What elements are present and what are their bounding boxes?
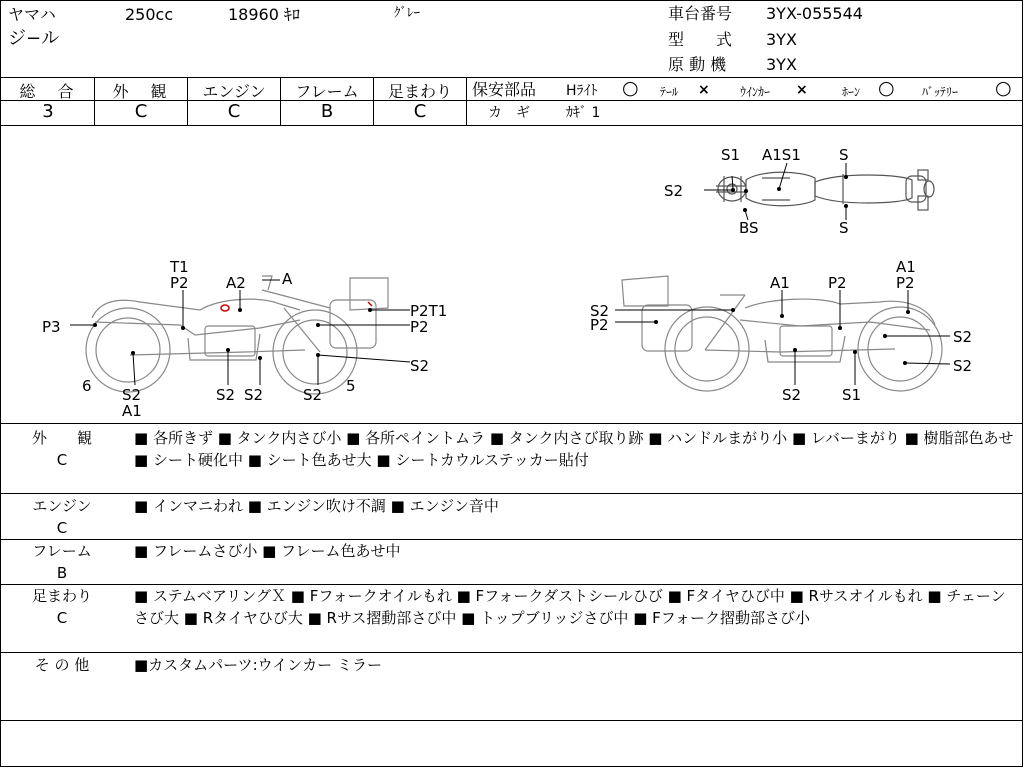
diagram-label: S bbox=[839, 219, 849, 237]
engine-label: 原 動 機 bbox=[668, 55, 727, 74]
type-label: 型 式 bbox=[668, 30, 733, 49]
type-value: 3YX bbox=[766, 30, 797, 49]
safety-mark-battery: ○ bbox=[995, 77, 1012, 99]
key-value: ｶｷﾞ 1 bbox=[566, 105, 601, 121]
diagram-label: S2 bbox=[216, 386, 236, 404]
grade-value-suspension: C bbox=[413, 101, 427, 122]
diagram-label: P2 bbox=[828, 274, 847, 292]
detail-grade-suspension: C bbox=[56, 609, 68, 627]
diagram-label: P2T1 bbox=[410, 302, 448, 320]
divider bbox=[466, 77, 467, 125]
diagram-label: S2 bbox=[410, 357, 430, 375]
divider bbox=[0, 493, 1022, 494]
frame-no: 3YX-055544 bbox=[766, 4, 863, 23]
diagram-label: P2 bbox=[170, 274, 189, 292]
divider bbox=[0, 720, 1022, 721]
grade-value-engine: C bbox=[227, 101, 241, 122]
grade-label-frame: フレーム bbox=[295, 82, 359, 101]
divider bbox=[0, 100, 466, 101]
diagram-label: S2 bbox=[953, 328, 973, 346]
diagram-label: A1 bbox=[896, 258, 916, 276]
detail-title-suspension: 足まわり bbox=[31, 587, 92, 605]
safety-item-winker: ｳｲﾝｶｰ bbox=[740, 85, 771, 99]
safety-item-battery: ﾊﾞｯﾃﾘｰ bbox=[922, 85, 959, 99]
diagram-label: S bbox=[839, 146, 849, 164]
divider bbox=[373, 77, 374, 125]
safety-item-headlight: Hﾗｲﾄ bbox=[566, 83, 598, 99]
frame-no-label: 車台番号 bbox=[668, 4, 733, 23]
diagram-label: S1 bbox=[842, 386, 862, 404]
bike-left-view bbox=[86, 276, 388, 394]
divider bbox=[0, 652, 1022, 653]
safety-title: 保安部品 bbox=[472, 80, 537, 99]
detail-title-other: そ の 他 bbox=[34, 656, 90, 674]
engine-value: 3YX bbox=[766, 55, 797, 74]
diagram-label: S2 bbox=[303, 386, 323, 404]
grade-label-exterior: 外 観 bbox=[112, 82, 170, 101]
grade-label-suspension: 足まわり bbox=[387, 82, 452, 101]
displacement: 250cc bbox=[125, 5, 174, 24]
diagram-label: S2 bbox=[590, 302, 610, 320]
diagram-label: A1 bbox=[770, 274, 790, 292]
damage-points-left bbox=[70, 280, 410, 385]
safety-item-horn: ﾎｰﾝ bbox=[842, 85, 861, 99]
diagram-label: P2 bbox=[590, 316, 609, 334]
detail-grade-frame: B bbox=[56, 564, 68, 582]
mileage: 18960 ｷﾛ bbox=[228, 5, 300, 24]
divider bbox=[94, 77, 95, 125]
diagram-label: A1 bbox=[122, 402, 142, 420]
damage-diagram bbox=[0, 126, 1022, 423]
diagram-label: S2 bbox=[122, 386, 142, 404]
divider bbox=[0, 77, 1022, 78]
diagram-label: BS bbox=[739, 219, 759, 237]
detail-grade-exterior: C bbox=[56, 451, 68, 469]
diagram-label: P2 bbox=[410, 318, 429, 336]
grade-value-frame: B bbox=[320, 101, 334, 122]
diagram-label: P2 bbox=[896, 274, 915, 292]
detail-grade-engine: C bbox=[56, 519, 68, 537]
detail-text-other: ■カスタムパーツ:ウインカー ミラー bbox=[134, 656, 382, 674]
diagram-label: A bbox=[282, 270, 293, 288]
diagram-label: 6 bbox=[82, 377, 92, 395]
detail-title-frame: フレーム bbox=[32, 542, 92, 560]
damage-points-right bbox=[615, 290, 950, 385]
grade-value-overall: 3 bbox=[42, 101, 54, 122]
diagram-label: S2 bbox=[782, 386, 802, 404]
diagram-label: S2 bbox=[953, 357, 973, 375]
divider bbox=[0, 423, 1022, 424]
detail-text-frame: ■ フレームさび小 ■ フレーム色あせ中 bbox=[134, 542, 401, 560]
detail-title-exterior: 外 観 bbox=[31, 429, 92, 447]
diagram-label: S1 bbox=[721, 146, 741, 164]
diagram-label: S2 bbox=[244, 386, 264, 404]
diagram-label: T1 bbox=[170, 258, 189, 276]
detail-text-exterior: ■ 各所きず ■ タンク内さび小 ■ 各所ペイントムラ ■ タンク内さび取り跡 ■ ハンドルまがり小 ■ レバーまがり ■ 樹脂部色あせ ■ シート硬化中 ■ シート色あせ大 ■ シートカウルステッカー貼付 bbox=[134, 429, 1014, 469]
grade-label-engine: エンジン bbox=[202, 82, 266, 101]
safety-mark-headlight: ○ bbox=[622, 77, 639, 99]
safety-mark-horn: ○ bbox=[878, 77, 895, 99]
color: ｸﾞﾚｰ bbox=[394, 6, 420, 21]
diagram-label: 5 bbox=[346, 377, 356, 395]
model-name: ジ−ル bbox=[8, 28, 60, 49]
diagram-label: P3 bbox=[42, 318, 61, 336]
diagram-label: A1S1 bbox=[762, 146, 801, 164]
maker: ヤマハ bbox=[8, 5, 56, 24]
detail-text-suspension: ■ ステムベアリングＸ ■ Fフォークオイルもれ ■ Fフォークダストシールひび ■ Fタイヤひび中 ■ Rサスオイルもれ ■ チェーンさび大 ■ Rタイヤひび大 ■ Rサス摺動部さび中 ■ トップブリッジさび中 ■ Fフォーク摺動部さび小 bbox=[134, 587, 1006, 627]
safety-item-tail: ﾃｰﾙ bbox=[660, 85, 679, 99]
detail-text-engine: ■ インマニわれ ■ エンジン吹け不調 ■ エンジン音中 bbox=[134, 497, 499, 515]
diagram-label: A2 bbox=[226, 274, 246, 292]
safety-mark-winker: × bbox=[796, 82, 808, 98]
divider bbox=[280, 77, 281, 125]
safety-mark-tail: × bbox=[698, 82, 710, 98]
diagram-label: S2 bbox=[664, 182, 684, 200]
grade-label-overall: 総 合 bbox=[19, 82, 77, 101]
grade-value-exterior: C bbox=[134, 101, 148, 122]
detail-title-engine: エンジン bbox=[32, 497, 92, 515]
bike-top-view bbox=[716, 170, 934, 210]
divider bbox=[187, 77, 188, 125]
key-label: カ ギ bbox=[488, 105, 530, 121]
